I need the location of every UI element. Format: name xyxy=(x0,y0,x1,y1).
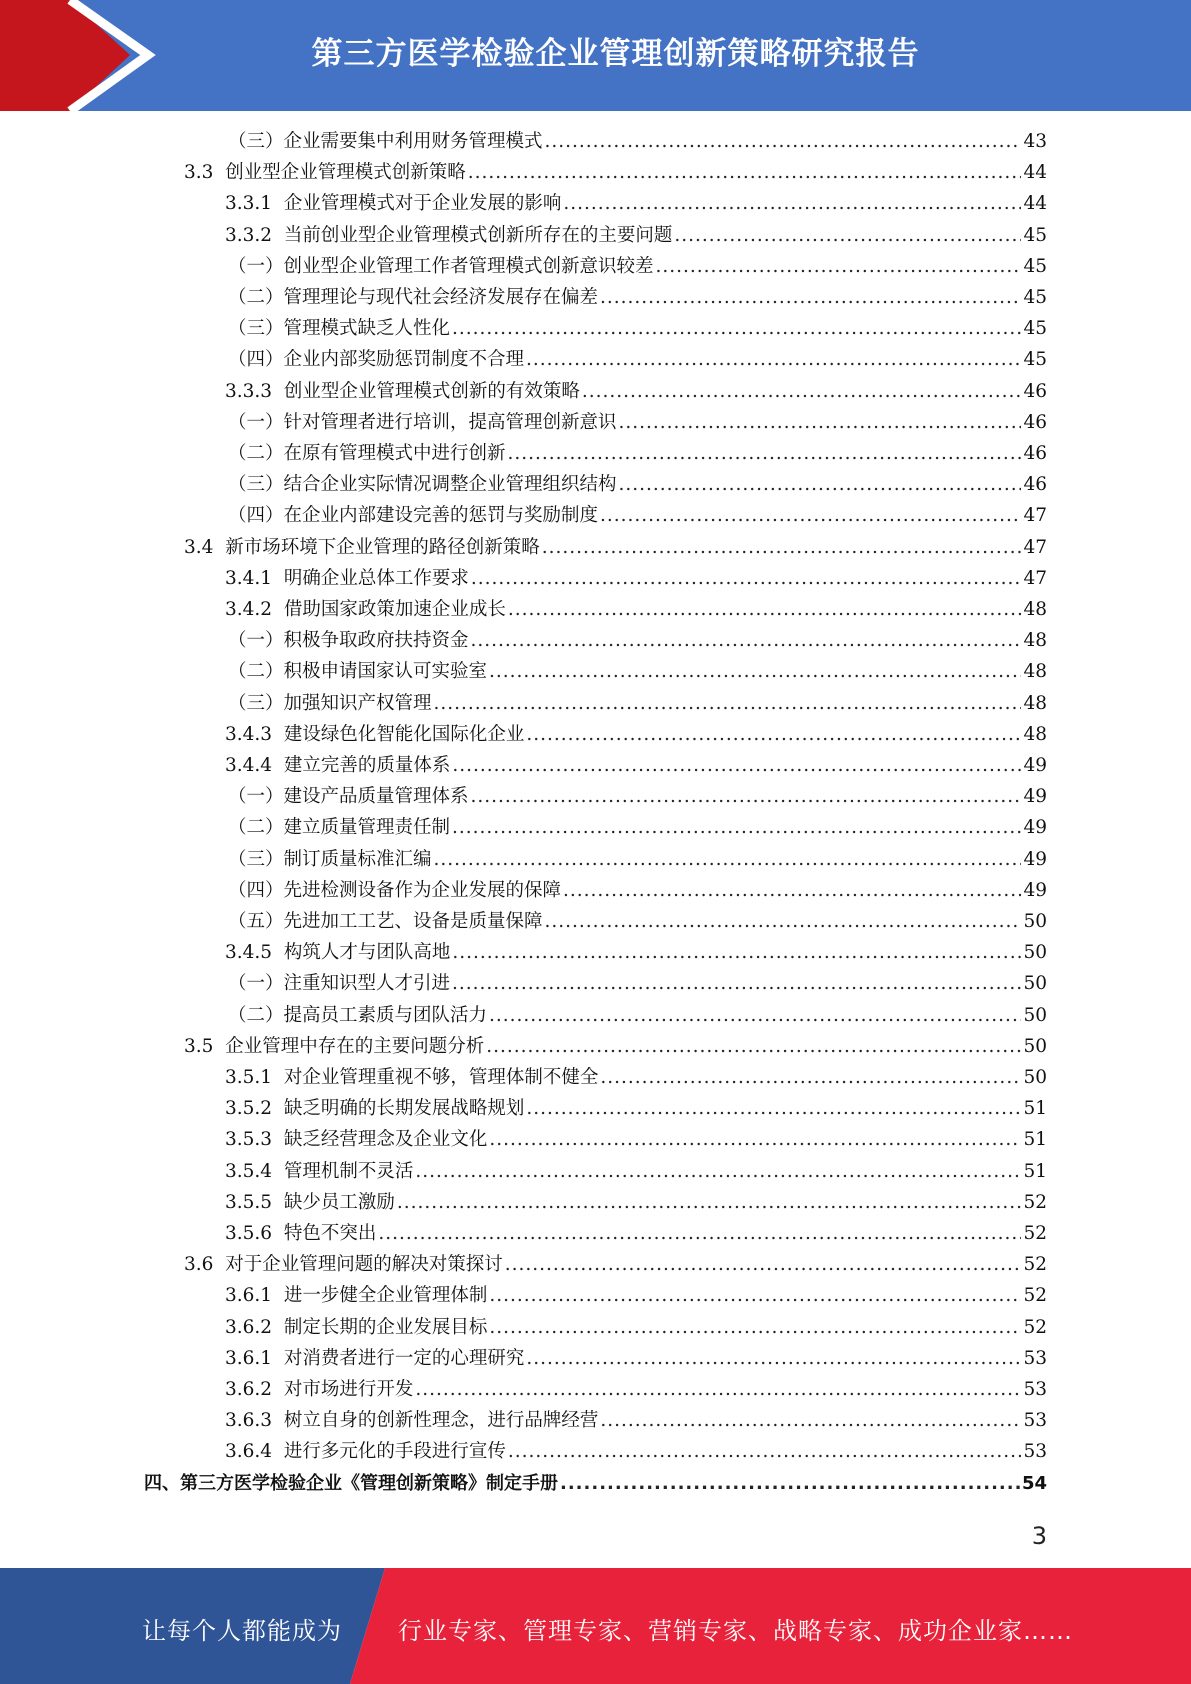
toc-entry-number: 3.4.4 xyxy=(225,755,273,776)
report-title: 第三方医学检验企业管理创新策略研究报告 xyxy=(311,36,920,72)
toc-entry[interactable] xyxy=(228,846,1047,874)
toc-entry-page: 52 xyxy=(1023,1223,1047,1244)
toc-entry-page: 48 xyxy=(1023,599,1047,620)
toc-entry-page: 50 xyxy=(1023,942,1047,964)
toc-dot-leader xyxy=(434,846,1022,874)
toc-entry[interactable] xyxy=(225,1407,1047,1435)
toc-dot-leader xyxy=(415,1158,1021,1186)
toc-entry-page: 45 xyxy=(1023,255,1047,277)
toc-dot-leader xyxy=(489,1126,1021,1154)
toc-entry-title: （三）企业需要集中利用财务管理模式 xyxy=(228,131,543,152)
toc-entry-title: （二）建立质量管理责任制 xyxy=(228,817,451,839)
toc-entry-page: 48 xyxy=(1023,692,1047,714)
toc-entry-page: 54 xyxy=(1021,1472,1047,1494)
toc-entry[interactable] xyxy=(225,378,1047,406)
toc-entry[interactable] xyxy=(184,1033,1047,1061)
toc-dot-leader xyxy=(619,409,1022,437)
toc-entry[interactable] xyxy=(184,1251,1047,1279)
toc-dot-leader xyxy=(600,284,1021,312)
toc-entry[interactable] xyxy=(225,752,1047,780)
toc-entry-page: 47 xyxy=(1023,536,1047,558)
toc-entry[interactable] xyxy=(228,440,1047,468)
toc-dot-leader xyxy=(526,1345,1021,1373)
toc-entry-number: 3.5.4 xyxy=(225,1160,273,1182)
toc-dot-leader xyxy=(526,1095,1021,1123)
toc-dot-leader xyxy=(452,970,1021,998)
toc-entry-title: 创业型企业管理模式创新的有效策略 xyxy=(283,380,580,402)
toc-entry-title: 建设绿色化智能化国际化企业 xyxy=(283,723,525,745)
toc-entry-page: 53 xyxy=(1023,1410,1047,1432)
toc-entry-page: 48 xyxy=(1023,661,1047,683)
toc-dot-leader xyxy=(471,565,1022,593)
toc-entry-title: 对消费者进行一定的心理研究 xyxy=(283,1347,525,1369)
toc-entry[interactable] xyxy=(225,1282,1047,1310)
toc-entry-title: 进一步健全企业管理体制 xyxy=(283,1285,488,1307)
toc-dot-leader xyxy=(600,1064,1021,1092)
toc-dot-leader xyxy=(542,534,1022,562)
toc-entry-title: （一）注重知识型人才引进 xyxy=(228,973,451,995)
toc-entry[interactable] xyxy=(228,409,1047,437)
footer-slogan-left: 让每个人都能成为 xyxy=(142,1617,342,1645)
toc-entry-number: 3.3 xyxy=(184,162,214,184)
toc-entry[interactable] xyxy=(228,690,1047,718)
toc-entry-title: 特色不突出 xyxy=(283,1223,377,1244)
toc-dot-leader xyxy=(545,128,1022,156)
toc-entry-page: 48 xyxy=(1023,723,1047,745)
toc-entry-page: 50 xyxy=(1023,1067,1047,1088)
toc-entry[interactable] xyxy=(228,346,1047,374)
toc-entry-title: 缺乏经营理念及企业文化 xyxy=(283,1129,488,1151)
page-number: 3 xyxy=(1031,1522,1047,1550)
toc-entry-title: （三）结合企业实际情况调整企业管理组织结构 xyxy=(228,474,617,496)
toc-entry-number: 3.5.3 xyxy=(225,1129,273,1151)
toc-entry-page: 46 xyxy=(1023,474,1047,496)
toc-entry[interactable] xyxy=(184,159,1047,187)
toc-entry[interactable] xyxy=(228,908,1047,936)
toc-entry[interactable] xyxy=(225,596,1047,624)
toc-entry-page: 45 xyxy=(1023,349,1047,371)
toc-entry[interactable] xyxy=(225,1126,1047,1154)
toc-entry-title: （二）在原有管理模式中进行创新 xyxy=(228,443,506,464)
toc-entry-title: （二）提高员工素质与团队活力 xyxy=(228,1004,488,1026)
toc-entry[interactable] xyxy=(225,1064,1047,1092)
toc-dot-leader xyxy=(545,908,1022,936)
toc-entry-title: 新市场环境下企业管理的路径创新策略 xyxy=(225,536,540,558)
page-footer xyxy=(0,1568,1191,1684)
toc-dot-leader xyxy=(452,814,1021,842)
toc-entry-number: 3.5.5 xyxy=(225,1191,273,1213)
toc-entry-title: （四）企业内部奖励惩罚制度不合理 xyxy=(228,349,525,371)
toc-dot-leader xyxy=(489,1002,1021,1030)
page-header xyxy=(0,0,1191,111)
toc-entry[interactable] xyxy=(228,970,1047,998)
toc-entry-title: （三）加强知识产权管理 xyxy=(228,692,432,714)
toc-entry[interactable] xyxy=(228,502,1047,530)
toc-entry[interactable] xyxy=(228,658,1047,686)
toc-entry-title: 制定长期的企业发展目标 xyxy=(283,1316,488,1338)
toc-entry-title: 借助国家政策加速企业成长 xyxy=(283,599,506,620)
toc-entry[interactable] xyxy=(228,315,1047,343)
toc-dot-leader xyxy=(600,1407,1021,1435)
toc-entry-page: 50 xyxy=(1023,911,1047,932)
toc-entry-title: （一）积极争取政府扶持资金 xyxy=(228,630,469,652)
toc-entry-page: 52 xyxy=(1023,1254,1047,1276)
toc-entry-page: 49 xyxy=(1023,817,1047,839)
toc-dot-leader xyxy=(489,1314,1021,1342)
toc-entry[interactable] xyxy=(228,627,1047,655)
toc-entry[interactable] xyxy=(225,565,1047,593)
toc-entry[interactable] xyxy=(225,222,1047,250)
toc-entry-page: 52 xyxy=(1023,1316,1047,1338)
toc-entry-number: 3.4.1 xyxy=(225,567,273,589)
toc-entry-title: 明确企业总体工作要求 xyxy=(283,567,469,589)
toc-entry-page: 50 xyxy=(1023,1035,1047,1057)
toc-entry-title: （二）管理理论与现代社会经济发展存在偏差 xyxy=(228,287,599,308)
toc-entry-title: 企业管理模式对于企业发展的影响 xyxy=(283,193,562,215)
toc-entry[interactable] xyxy=(225,1189,1047,1217)
toc-entry-number: 3.6.2 xyxy=(225,1379,273,1400)
toc-entry-title: （一）建设产品质量管理体系 xyxy=(228,786,469,808)
toc-entry-page: 49 xyxy=(1023,786,1047,808)
toc-entry-title: 四、第三方医学检验企业《管理创新策略》制定手册 xyxy=(144,1472,558,1494)
toc-dot-leader xyxy=(471,627,1022,655)
toc-entry-page: 44 xyxy=(1023,162,1047,184)
toc-entry[interactable] xyxy=(228,1002,1047,1030)
toc-entry[interactable] xyxy=(228,814,1047,842)
toc-entry-page: 51 xyxy=(1023,1098,1047,1120)
toc-entry-title: 缺少员工激励 xyxy=(283,1191,395,1213)
toc-dot-leader xyxy=(452,939,1021,967)
toc-entry-title: （二）积极申请国家认可实验室 xyxy=(228,661,488,683)
toc-entry-page: 45 xyxy=(1023,318,1047,340)
toc-entry[interactable] xyxy=(228,783,1047,811)
toc-entry[interactable] xyxy=(228,128,1047,156)
toc-entry-page: 52 xyxy=(1023,1191,1047,1213)
toc-dot-leader xyxy=(508,596,1022,624)
toc-entry-page: 52 xyxy=(1023,1285,1047,1307)
toc-entry[interactable] xyxy=(225,1345,1047,1373)
toc-entry-title: （三）制订质量标准汇编 xyxy=(228,848,432,870)
toc-dot-leader xyxy=(452,315,1021,343)
toc-dot-leader xyxy=(582,378,1022,406)
toc-entry[interactable] xyxy=(225,1220,1047,1248)
toc-dot-leader xyxy=(563,190,1021,218)
toc-entry-page: 46 xyxy=(1023,380,1047,402)
toc-entry-page: 53 xyxy=(1023,1347,1047,1369)
toc-entry[interactable] xyxy=(225,721,1047,749)
toc-entry[interactable] xyxy=(225,1158,1047,1186)
toc-entry-title: 进行多元化的手段进行宣传 xyxy=(283,1441,506,1463)
toc-entry-number: 3.6.1 xyxy=(225,1285,273,1307)
toc-dot-leader xyxy=(489,1282,1021,1310)
toc-dot-leader xyxy=(397,1189,1022,1217)
toc-entry-page: 48 xyxy=(1023,630,1047,652)
toc-entry-number: 3.6.4 xyxy=(225,1441,273,1463)
toc-entry-title: 管理机制不灵活 xyxy=(283,1160,414,1182)
toc-dot-leader xyxy=(619,471,1022,499)
toc-dot-leader xyxy=(489,658,1021,686)
toc-entry-number: 3.5.1 xyxy=(225,1067,273,1088)
toc-entry-number: 3.6.3 xyxy=(225,1410,273,1432)
toc-entry-title: （一）针对管理者进行培训，提高管理创新意识 xyxy=(228,411,617,433)
toc-entry-page: 46 xyxy=(1023,443,1047,464)
toc-entry-number: 3.4.3 xyxy=(225,723,273,745)
toc-entry-number: 3.5.2 xyxy=(225,1098,273,1120)
toc-dot-leader xyxy=(526,721,1021,749)
toc-entry[interactable] xyxy=(228,284,1047,312)
toc-entry-title: 缺乏明确的长期发展战略规划 xyxy=(283,1098,525,1120)
toc-entry-title: 对企业管理重视不够，管理体制不健全 xyxy=(283,1067,599,1088)
toc-entry-number: 3.6.1 xyxy=(225,1347,273,1369)
toc-entry-page: 47 xyxy=(1023,505,1047,527)
toc-entry-title: 树立自身的创新性理念，进行品牌经营 xyxy=(283,1410,599,1432)
toc-dot-leader xyxy=(560,1470,1020,1498)
toc-dot-leader xyxy=(563,877,1021,905)
toc-entry-page: 51 xyxy=(1023,1160,1047,1182)
toc-entry-title: 对市场进行开发 xyxy=(283,1379,414,1400)
toc-entry[interactable] xyxy=(228,471,1047,499)
toc-entry-number: 3.4.2 xyxy=(225,599,273,620)
toc-entry-title: 企业管理中存在的主要问题分析 xyxy=(225,1035,485,1057)
toc-entry-page: 46 xyxy=(1023,411,1047,433)
footer-slogan-right: 行业专家、管理专家、营销专家、战略专家、成功企业家…… xyxy=(398,1617,1073,1645)
toc-dot-leader xyxy=(378,1220,1021,1248)
toc-entry[interactable] xyxy=(225,1314,1047,1342)
toc-entry-number: 3.4 xyxy=(184,536,214,558)
toc-entry-title: 当前创业型企业管理模式创新所存在的主要问题 xyxy=(283,224,673,246)
toc-entry-number: 3.3.1 xyxy=(225,193,273,215)
toc-dot-leader xyxy=(508,440,1022,468)
toc-entry[interactable] xyxy=(228,253,1047,281)
toc-dot-leader xyxy=(434,690,1022,718)
toc-entry-page: 47 xyxy=(1023,567,1047,589)
toc-entry[interactable] xyxy=(225,939,1047,967)
toc-entry-number: 3.3.2 xyxy=(225,224,273,246)
toc-entry-page: 53 xyxy=(1023,1441,1047,1463)
toc-entry-title: 建立完善的质量体系 xyxy=(283,755,451,776)
toc-entry-page: 43 xyxy=(1023,131,1047,152)
toc-entry[interactable] xyxy=(225,1438,1047,1466)
toc-entry-title: （三）管理模式缺乏人性化 xyxy=(228,318,451,340)
toc-entry-title: （四）先进检测设备作为企业发展的保障 xyxy=(228,879,562,901)
toc-entry-page: 53 xyxy=(1023,1379,1047,1400)
toc-entry[interactable] xyxy=(184,534,1047,562)
toc-entry-page: 44 xyxy=(1023,193,1047,215)
toc-dot-leader xyxy=(508,1438,1022,1466)
toc-entry-page: 45 xyxy=(1023,287,1047,308)
toc-entry-title: （五）先进加工工艺、设备是质量保障 xyxy=(228,911,543,932)
toc-entry-number: 3.4.5 xyxy=(225,942,273,964)
toc-dot-leader xyxy=(600,502,1021,530)
toc-entry-page: 49 xyxy=(1023,848,1047,870)
toc-entry-number: 3.3.3 xyxy=(225,380,273,402)
toc-entry-number: 3.6.2 xyxy=(225,1316,273,1338)
toc-entry-title: 创业型企业管理模式创新策略 xyxy=(225,162,466,184)
toc-entry[interactable] xyxy=(228,877,1047,905)
toc-dot-leader xyxy=(505,1251,1022,1279)
toc-dot-leader xyxy=(468,159,1022,187)
toc-dot-leader xyxy=(452,752,1021,780)
toc-entry-title: （一）创业型企业管理工作者管理模式创新意识较差 xyxy=(228,255,654,277)
toc-entry-title: 构筑人才与团队高地 xyxy=(283,942,451,964)
toc-dot-leader xyxy=(486,1033,1021,1061)
toc-entry-number: 3.6 xyxy=(184,1254,214,1276)
toc-entry-number: 3.5 xyxy=(184,1035,214,1057)
toc-dot-leader xyxy=(471,783,1022,811)
toc-entry[interactable] xyxy=(225,1376,1047,1404)
toc-entry-title: 对于企业管理问题的解决对策探讨 xyxy=(225,1254,503,1276)
toc-entry-page: 45 xyxy=(1023,224,1047,246)
toc-entry-page: 50 xyxy=(1023,973,1047,995)
toc-entry[interactable] xyxy=(225,1095,1047,1123)
toc-entry-page: 51 xyxy=(1023,1129,1047,1151)
toc-dot-leader xyxy=(526,346,1021,374)
toc-entry[interactable] xyxy=(225,190,1047,218)
toc-dot-leader xyxy=(415,1376,1021,1404)
toc-dot-leader xyxy=(674,222,1021,250)
toc-entry-number: 3.5.6 xyxy=(225,1223,273,1244)
toc-entry-page: 49 xyxy=(1023,879,1047,901)
toc-entry-page: 50 xyxy=(1023,1004,1047,1026)
toc-entry[interactable] xyxy=(144,1470,1047,1498)
toc-entry-page: 49 xyxy=(1023,755,1047,776)
toc-dot-leader xyxy=(656,253,1022,281)
toc-entry-title: （四）在企业内部建设完善的惩罚与奖励制度 xyxy=(228,505,599,527)
